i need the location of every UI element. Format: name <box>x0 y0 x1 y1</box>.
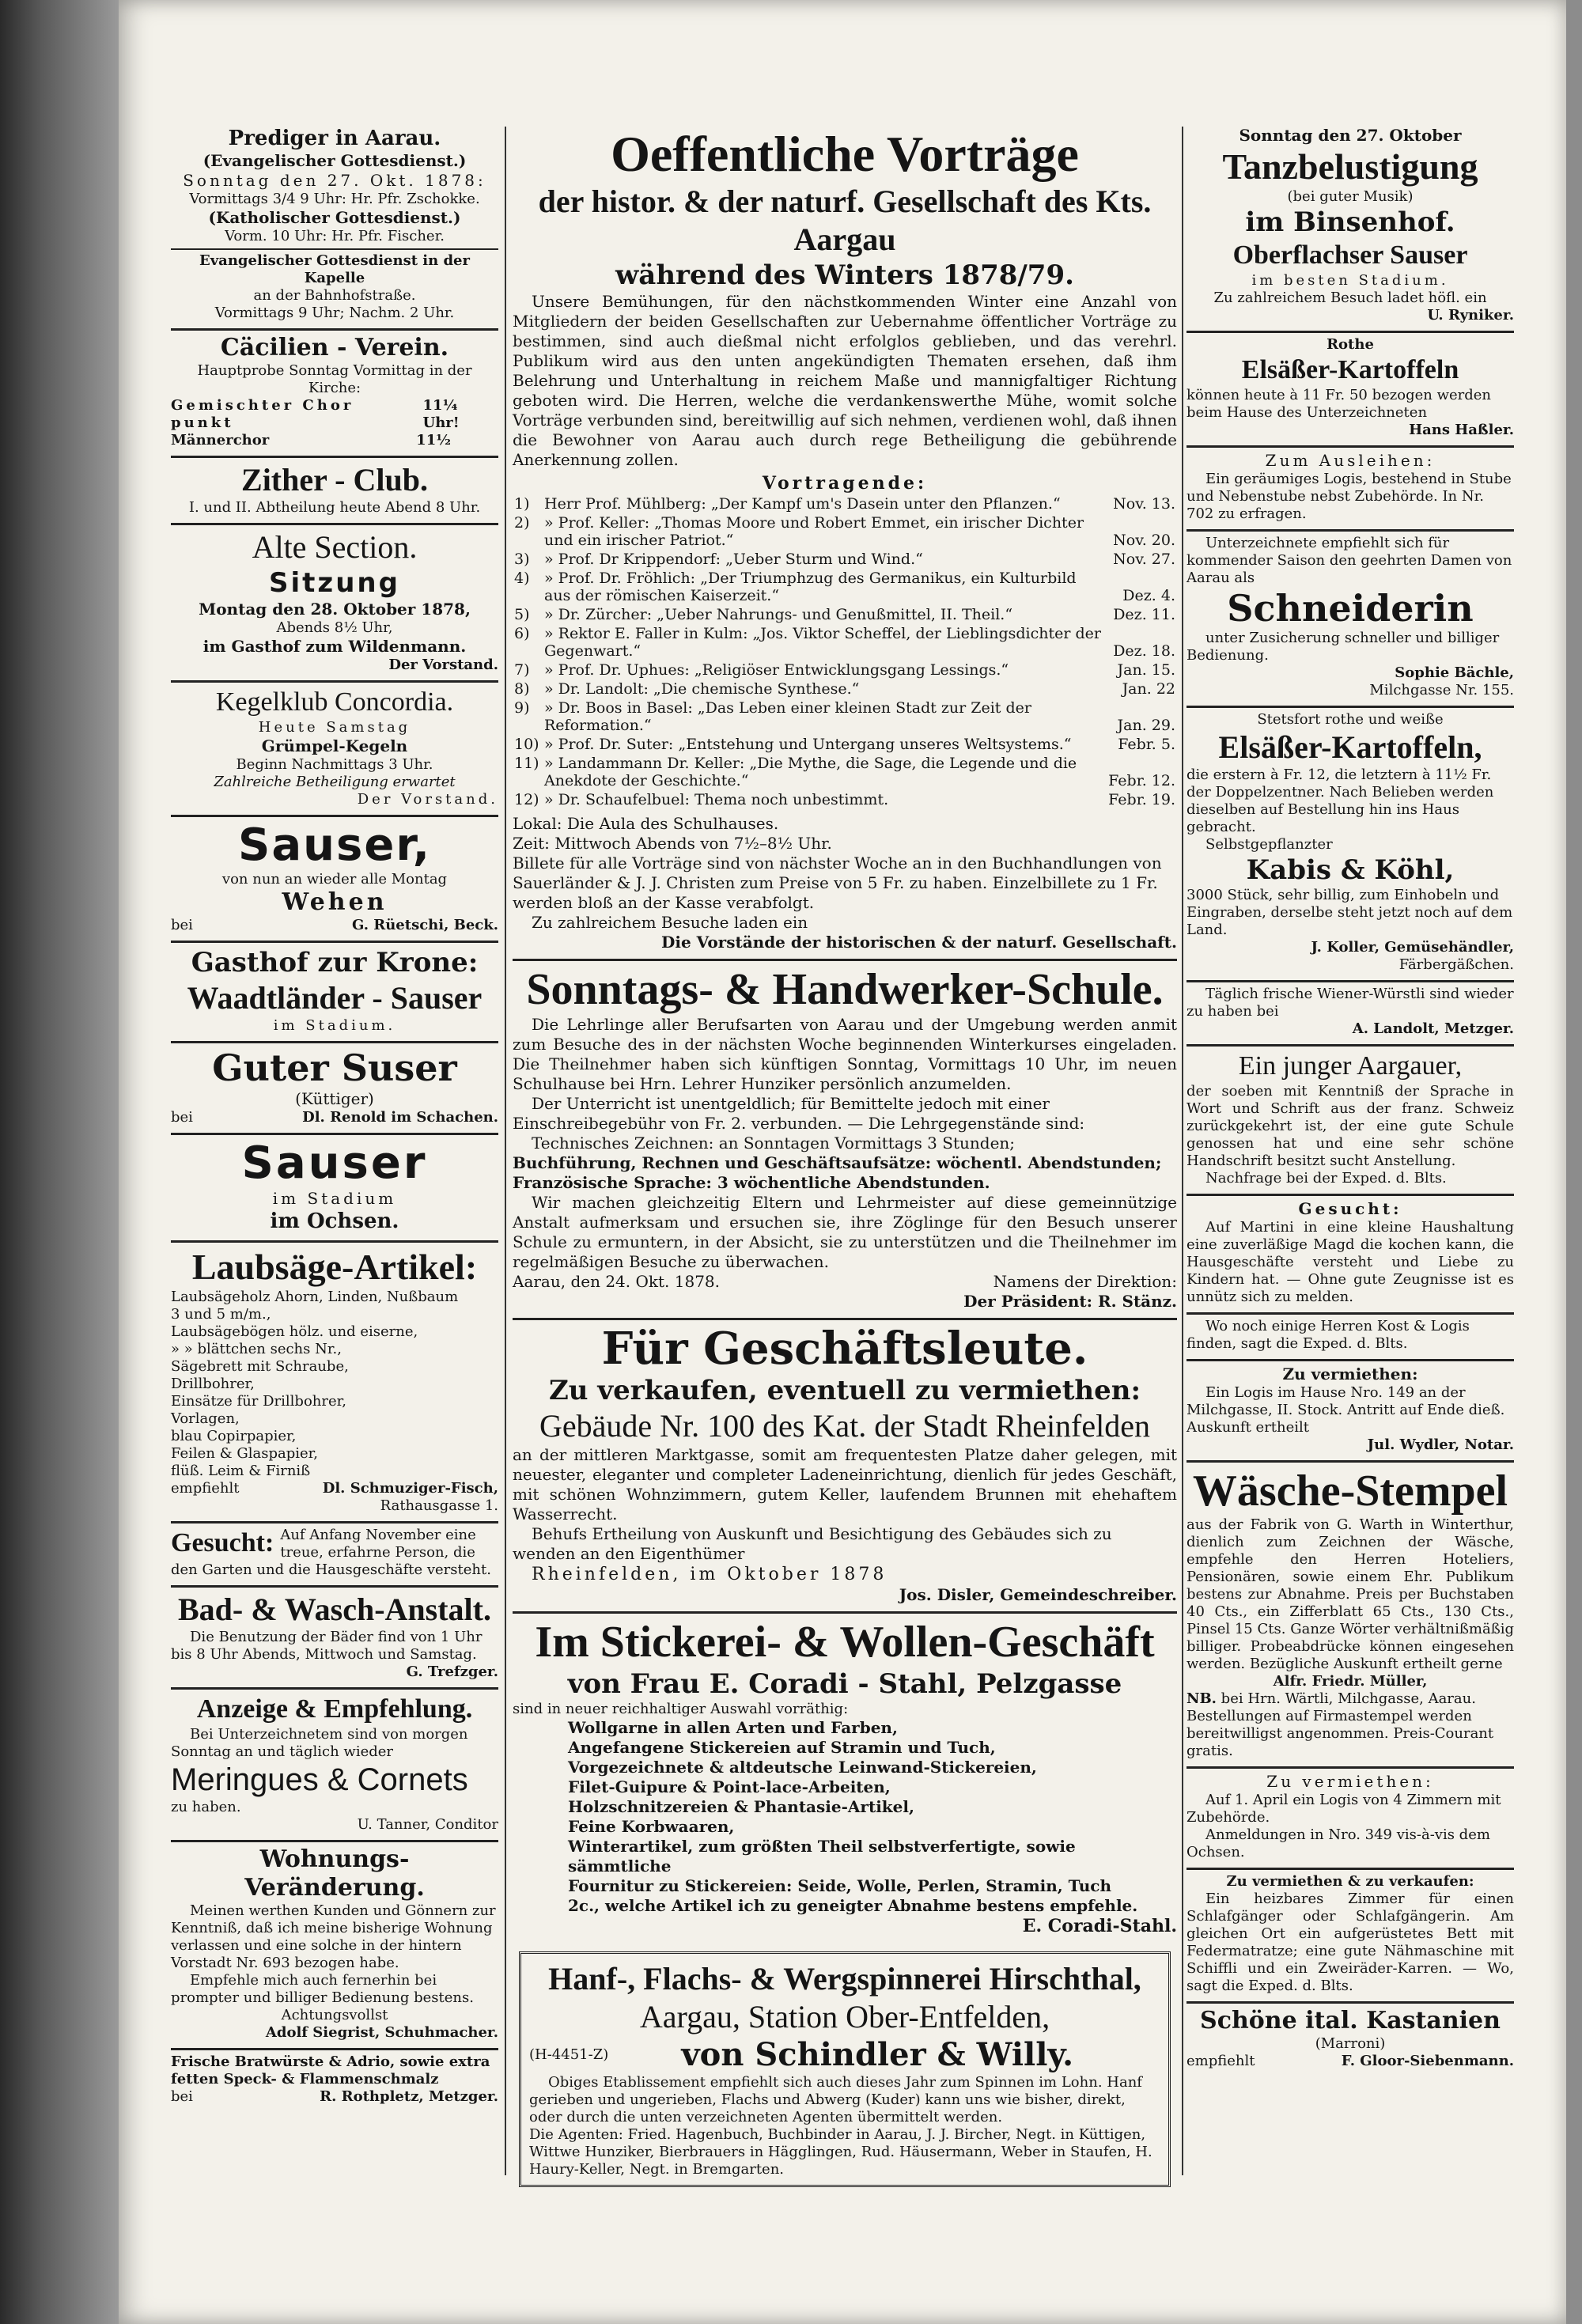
lecture-number: 4) <box>514 570 530 587</box>
text-line: Vormittags 3/4 9 Uhr: Hr. Pfr. Zschokke. <box>189 191 480 207</box>
text-line: Rheinfelden, im Oktober 1878 <box>532 1565 888 1584</box>
ad-guter-suser <box>171 1043 498 1135</box>
text-line: Der Unterricht ist unentgeldlich; für Bemittelte jedoch mit einer Einschreibegebühr von Fr. 2. verbunden. — Die Lehrgegenstände sind: <box>513 1094 1085 1133</box>
vortraege-intro: Unsere Bemühungen, für den nächstkommenden Winter eine Anzahl von Mitgliedern der beiden Gesellschaften zur Uebernahme öffentlicher Vorträge zu bestimmen, sind auch dießmal nicht erfolglos geblieben, und das verehrl. Publikum wird aus den unten angekündigten Thematen ersehen, daß ihm Belehrung und Unterhaltung in reichem Maße und mannigfaltiger Richtung geboten wird. Die Herren, welche die verdankenswerthe Mühe, womit solche Vorträge verbunden sind, bereitwillig auf sich nehmen, verdienen wohl, daß ihnen die Bewohner von Aarau auch durch rege Betheiligung die gebührende Anerkennung zollen. <box>513 292 1177 469</box>
ad-aargauer <box>1186 1047 1514 1196</box>
lecture-row <box>513 550 1177 569</box>
ausleihen-title: Zum Ausleihen: <box>1265 451 1436 470</box>
signature: U. Ryniker. <box>1427 307 1514 324</box>
lecture-number: 12) <box>514 791 539 808</box>
spinnerei-owners: von Schindler & Willy. <box>681 2036 1073 2073</box>
text-line: aus der Fabrik von G. Warth in Winterthur, dienlich zum Zeichnen der Wäsche, empfehle den Herren Hoteliers, Pensionären, sowie einem Ehr. Publikum bestens zur Abnahme. Preis per Buchstaben 40 Cts., ein Zifferblatt 65 Cts., 130 Cts., Pinsel 15 Cts. Ganze Wörter verhältnißmäßig billiger. Probeabdrücke können eingesehen werden. Bezügliche Auskunft ertheilt gerne <box>1186 1516 1514 1672</box>
text-line: Hauptprobe Sonntag Vormittag in der Kirche: <box>197 362 472 396</box>
text-line: Sonntag den 27. Okt. 1878: <box>183 171 486 190</box>
text-line: Empfehle mich auch fernerhin bei prompter und billiger Bedienung bestens. <box>171 1972 474 2006</box>
list-item: Filet-Guipure & Point-lace-Arbeiten, <box>568 1777 891 1796</box>
lecture-number: 9) <box>514 699 530 717</box>
kartoffeln-title: Elsäßer-Kartoffeln, <box>1218 729 1482 765</box>
ad-kost <box>1186 1315 1514 1361</box>
kartoffeln-title: Elsäßer-Kartoffeln <box>1241 355 1459 384</box>
ad-ausleihen <box>1186 448 1514 532</box>
ad-zither <box>171 458 498 525</box>
lecture-row <box>513 660 1177 679</box>
lecture-row <box>513 513 1177 550</box>
verkaufen-title: Zu vermiethen & zu verkaufen: <box>1226 1873 1474 1890</box>
text-line: bei <box>171 2088 193 2105</box>
ad-stickerei <box>513 1614 1177 1944</box>
text-line: im Gasthof zum Wildenmann. <box>202 637 467 656</box>
list-item: Winterartikel, zum größten Theil selbstverfertigte, sowie sämmtliche <box>568 1837 1076 1875</box>
text-line: Vormittags 9 Uhr; Nachm. 2 Uhr. <box>214 305 455 321</box>
text-line: Französische Sprache: 3 wöchentliche Abendstunden. <box>513 1173 990 1192</box>
ad-kegelklub <box>171 683 498 817</box>
lecture-number: 5) <box>514 606 530 623</box>
lecture-date: Febr. 12. <box>1108 772 1175 789</box>
text-line: können heute à 11 Fr. 50 bezogen werden beim Hause des Unterzeichneten <box>1186 387 1492 421</box>
text-line: Wo noch einige Herren Kost & Logis finden, sagt die Exped. d. Blts. <box>1186 1318 1470 1352</box>
ad-kartoffeln-2 <box>1186 708 1514 982</box>
ad-vermiethen-1 <box>1186 1361 1514 1463</box>
signature: G. Trefzger. <box>406 1664 498 1680</box>
kastanien-title: Schöne ital. Kastanien <box>1200 2007 1501 2034</box>
list-item: 3 und 5 m/m., <box>171 1306 271 1323</box>
zither-title: Zither - Club. <box>241 462 428 498</box>
lecture-date: Dez. 18. <box>1113 642 1175 660</box>
spinnerei-title: Hanf-, Flachs- & Wergspinnerei Hirschthal, <box>548 1961 1141 1997</box>
sitzung-heading: Sitzung <box>269 567 400 599</box>
text-line: Zeit: Mittwoch Abends von 7½–8½ Uhr. <box>513 834 832 853</box>
text-line: I. und II. Abtheilung heute Abend 8 Uhr. <box>188 499 481 516</box>
text-line: Gemischter Chor punkt <box>171 397 354 431</box>
lecture-number: 1) <box>514 495 530 513</box>
lecture-date: Jan. 22 <box>1122 680 1175 698</box>
signature: Adolf Siegrist, Schuhmacher. <box>265 2024 498 2041</box>
text-line: im Stadium. <box>273 1017 396 1034</box>
kabis-title: Kabis & Köhl, <box>1246 854 1455 886</box>
text-line: Die Lehrlinge aller Berufsarten von Aarau und der Umgebung werden anmit zum Besuche des in der nächsten Woche beginnenden Winterkurses eingeladen. Die Theilnehmer haben sich künftigen Sonntag, Vormittags 10 Uhr, im neuen Schulhause bei Hrn. Lehrer Hunziker persönlich anzumelden. <box>513 1015 1177 1093</box>
signature: G. Rüetschi, Beck. <box>352 917 498 933</box>
text-line: 3000 Stück, sehr billig, zum Einhobeln und Eingraben, derselbe steht jetzt noch auf dem Land. <box>1186 887 1513 938</box>
text-line: (bei guter Musik) <box>1287 188 1414 205</box>
schneiderin-title: Schneiderin <box>1227 587 1474 630</box>
text-line: Abends 8½ Uhr, <box>276 619 393 636</box>
list-item: Fournitur zu Stickereien: Seide, Wolle, Perlen, Stramin, Tuch <box>568 1876 1111 1895</box>
lecture-number: 7) <box>514 661 530 679</box>
text-line: Evangelischer Gottesdienst in der Kapelle <box>171 248 498 287</box>
ad-sauser-1 <box>171 817 498 943</box>
text-line: Frische Bratwürste & Adrio, sowie extra fetten Speck- & Flammenschmalz <box>171 2053 490 2087</box>
spinnerei-subtitle: Aargau, Station Ober-Entfelden, <box>639 1999 1050 2034</box>
text-line: im Binsenhof. <box>1245 206 1455 238</box>
signature: A. Landolt, Metzger. <box>1352 1020 1514 1037</box>
lecture-topic: » Dr. Zürcher: „Ueber Nahrungs- und Genußmittel, II. Theil.“ <box>544 606 1013 623</box>
list-item: » » blättchen sechs Nr., <box>171 1341 342 1357</box>
laubsaege-title: Laubsäge-Artikel: <box>191 1247 478 1287</box>
text-line: Auf Anfang November eine treue, erfahrne Person, die den Garten und die Hausgeschäfte versteht. <box>171 1527 491 1578</box>
signature: Jos. Disler, Gemeindeschreiber. <box>899 1585 1177 1604</box>
ad-verkaufen <box>1186 1870 1514 2004</box>
lecture-topic: » Prof. Dr Krippendorf: „Ueber Sturm und Wind.“ <box>544 551 923 568</box>
text-line: Billete für alle Vorträge sind von nächster Woche an in den Buchhandlungen von Sauerländer & J. J. Christen zum Preise von 5 Fr. zu haben. Einzelbillete zu 1 Fr. werden bloß an der Kasse verabfolgt. <box>513 854 1162 912</box>
lecture-date: Febr. 19. <box>1108 791 1175 808</box>
list-item: Vorgezeichnete & altdeutsche Leinwand-Stickereien, <box>568 1758 1037 1777</box>
anzeige-title: Anzeige & Empfehlung. <box>196 1694 473 1724</box>
ad-tanz <box>1186 123 1514 333</box>
text-line: Vorm. 10 Uhr: Hr. Pfr. Fischer. <box>225 228 445 244</box>
text-line: Wir machen gleichzeitig Eltern und Lehrmeister auf diese gemeinnützige Anstalt aufmerksam und ersuchen sie, ihre Zöglinge für den Besuch unserer Schule zu ermuntern, in der Absicht, sie zu unterstützen und die Theilnehmer im regelmäßigen Besuche zu überwachen. <box>513 1193 1177 1271</box>
list-item: Drillbohrer, <box>171 1376 255 1392</box>
sauser-title: Sauser, <box>238 819 431 871</box>
lecture-row <box>513 494 1177 513</box>
tanz-title: Tanzbelustigung <box>1222 146 1478 187</box>
text-line: Behufs Ertheilung von Auskunft und Besichtigung des Gebäudes sich zu wenden an den Eigenthümer <box>513 1524 1112 1563</box>
ad-laubsaege <box>171 1243 498 1523</box>
text-line: empfiehlt <box>1186 2053 1255 2069</box>
vermiethen-title: Zu vermiethen: <box>1282 1364 1418 1383</box>
ad-wienerli <box>1186 982 1514 1047</box>
ad-schneiderin <box>1186 532 1514 708</box>
text-line: Ein heizbares Zimmer für einen Schlafgänger oder Schlafgängerin. Am gleichen Ort ein aufgerüstetes Bett mit Federmatratze; eine gute Nähmaschine mit Schiffli und ein Zweiräder-Karren. — Wo, sagt die Exped. d. Blts. <box>1186 1891 1514 1994</box>
ad-schule <box>513 961 1177 1320</box>
waadtlaender-title: Waadtländer - Sauser <box>187 980 483 1016</box>
ad-anzeige <box>171 1690 498 1842</box>
text-line: von nun an wieder alle Montag <box>221 871 448 888</box>
prediger-title: Prediger in Aarau. <box>228 127 441 150</box>
text-line: an der Bahnhofstraße. <box>253 287 416 304</box>
signature: Der Präsident: R. Stänz. <box>963 1292 1177 1311</box>
lecture-date: Jan. 15. <box>1117 661 1175 679</box>
text-line: Lokal: Die Aula des Schulhauses. <box>513 814 779 833</box>
list-item: Angefangene Stickereien auf Stramin und Tuch, <box>568 1738 996 1757</box>
text-line: Beginn Nachmittags 3 Uhr. <box>236 756 433 773</box>
right-column <box>1186 123 1514 2076</box>
list-item: Holzschnitzereien & Phantasie-Artikel, <box>568 1797 914 1816</box>
signature: E. Coradi-Stahl. <box>1022 1916 1177 1936</box>
text-line: zu haben. <box>171 1799 241 1815</box>
list-item: 2c., welche Artikel ich zu geneigter Abnahme bestens empfehle. <box>568 1896 1138 1915</box>
stickerei-subtitle: von Frau E. Coradi - Stahl, Pelzgasse <box>567 1668 1122 1700</box>
lecture-table <box>513 494 1177 809</box>
left-column <box>171 123 498 2112</box>
text-line: Zu zahlreichem Besuche laden ein <box>532 913 808 932</box>
text-line: bei Hrn. Wärtli, Milchgasse, Aarau. Bestellungen auf Firmastempel werden bereitwilligst angenommen. Preis-Courant gratis. <box>1186 1690 1494 1759</box>
lecture-number: 6) <box>514 625 530 642</box>
lecture-number: 10) <box>514 736 539 753</box>
lecture-date: Dez. 4. <box>1122 587 1175 604</box>
lecture-topic: Herr Prof. Mühlberg: „Der Kampf um's Dasein unter den Pflanzen.“ <box>544 495 1061 513</box>
text-line: (Evangelischer Gottesdienst.) <box>202 151 467 170</box>
text-line: Achtungsvollst <box>281 2007 388 2023</box>
lecture-number: 2) <box>514 514 530 532</box>
oberflachser-title: Oberflachser Sauser <box>1232 240 1468 270</box>
lecture-row <box>513 790 1177 809</box>
text-line: Auf Martini in eine kleine Haushaltung eine zuverläßige Magd die kochen kann, die Hausgeschäfte versteht und Liebe zu Kindern hat. — Ohne gute Zeugnisse ist es unnütz sich zu melden. <box>1186 1219 1514 1305</box>
text-line: Ein geräumiges Logis, bestehend in Stube und Nebenstube nebst Zubehörde. In Nr. 702 zu erfragen. <box>1186 471 1512 522</box>
text-line: im Stadium <box>272 1189 397 1208</box>
ad-sauser-2 <box>171 1135 498 1243</box>
text-line: Sonntag den 27. Oktober <box>1239 126 1462 145</box>
gesucht-title: Gesucht: <box>171 1528 274 1558</box>
ad-bad <box>171 1588 498 1690</box>
list-item: Wollgarne in allen Arten und Farben, <box>568 1718 898 1737</box>
stickerei-title: Im Stickerei- & Wollen-Geschäft <box>535 1618 1155 1667</box>
text-line: Zahlreiche Betheiligung erwartet <box>214 774 456 790</box>
sauser-title: Sauser <box>241 1137 428 1189</box>
lecture-date: Dez. 11. <box>1113 606 1175 623</box>
text-line: Färbergäßchen. <box>1398 956 1514 973</box>
list-item: flüß. Leim & Firniß <box>171 1463 311 1479</box>
text-line: im besten Stadium. <box>1251 272 1449 289</box>
lecture-date: Nov. 27. <box>1113 551 1175 568</box>
text-line: Rathausgasse 1. <box>380 1497 498 1514</box>
text-line: Die Agenten: Fried. Hagenbuch, Buchbinder in Aarau, J. J. Bircher, Negt. in Küttigen, Wittwe Hunziker, Bierbrauers in Hägglingen, Rud. Häusermann, Weber in Staufen, H. Haury-Keller, Negt. in Bremgarten. <box>529 2126 1152 2178</box>
alte-section-title: Alte Section. <box>252 529 418 565</box>
lecture-number: 11) <box>514 755 539 772</box>
list-item: Laubsägebögen hölz. und eiserne, <box>171 1323 418 1340</box>
signature: Alfr. Friedr. Müller, <box>1273 1673 1428 1690</box>
ad-bratwurst <box>171 2050 498 2112</box>
lecture-topic: » Dr. Landolt: „Die chemische Synthese.“ <box>544 680 860 698</box>
vortraege-subtitle-2: während des Winters 1878/79. <box>615 259 1074 291</box>
vortragende-heading: Vortragende: <box>762 473 928 494</box>
text-line: Grümpel-Kegeln <box>261 736 408 755</box>
krone-title: Gasthof zur Krone: <box>191 947 479 978</box>
vermiethen-title: Zu vermiethen: <box>1266 1772 1434 1791</box>
text-line: Anmeldungen in Nro. 349 vis-à-vis dem Ochsen. <box>1186 1826 1490 1860</box>
list-item: Vorlagen, <box>171 1410 240 1427</box>
text-line: Auf 1. April ein Logis von 4 Zimmern mit Zubehörde. <box>1186 1792 1501 1826</box>
signature: Der Vorstand. <box>357 791 498 808</box>
text-line: unter Zusicherung schneller und billiger Bedienung. <box>1186 630 1500 664</box>
text-line: Ein Logis im Hause Nro. 149 an der Milchgasse, II. Stock. Antritt auf Ende dieß. Auskunft ertheilt <box>1186 1384 1505 1436</box>
aargauer-title: Ein junger Aargauer, <box>1238 1051 1463 1081</box>
text-line: Die Benutzung der Bäder find von 1 Uhr bis 8 Uhr Abends, Mittwoch und Samstag. <box>171 1629 483 1663</box>
text-line: bei <box>171 1109 193 1126</box>
signature: Jul. Wydler, Notar. <box>1367 1436 1514 1453</box>
text-line: (Katholischer Gottesdienst.) <box>208 208 461 227</box>
text-line: (Marroni) <box>1315 2035 1386 2052</box>
lecture-row <box>513 569 1177 605</box>
list-item: Sägebrett mit Schraube, <box>171 1358 349 1375</box>
text-line: Aarau, den 24. Okt. 1878. <box>513 1272 721 1291</box>
text-line: Selbstgepflanzter <box>1205 836 1333 853</box>
text-line: Rothe <box>1327 336 1374 353</box>
signature: Dl. Renold im Schachen. <box>302 1109 498 1126</box>
stickerei-list <box>513 1718 1177 1916</box>
column-rule <box>1182 127 1183 2175</box>
text-line: Milchgasse Nr. 155. <box>1369 682 1514 698</box>
lecture-date: Febr. 5. <box>1118 736 1175 753</box>
text-line: (Küttiger) <box>295 1089 374 1108</box>
book-binding <box>0 0 119 2324</box>
ad-krone <box>171 943 498 1043</box>
gesucht-title: Gesucht: <box>1298 1199 1402 1218</box>
lecture-topic: » Dr. Boos in Basel: „Das Leben einer kleinen Stadt zur Zeit der Reformation.“ <box>544 699 1031 734</box>
lecture-topic: » Prof. Dr. Suter: „Entstehung und Untergang unseres Weltsystems.“ <box>544 736 1072 753</box>
lecture-row <box>513 624 1177 660</box>
text-line: der soeben mit Kenntniß der Sprache in Wort und Schrift aus der franz. Schweiz zurückgekehrt ist, der eine gute Schule genossen hat und eine sehr schöne Handschrift besitzt sucht Anstellung. <box>1186 1083 1514 1169</box>
lecture-date: Jan. 29. <box>1117 717 1175 734</box>
text-line: 11¼ Uhr! <box>422 397 460 431</box>
kegelklub-title: Kegelklub Concordia. <box>215 687 454 717</box>
text-line: Wehen <box>282 888 388 916</box>
ad-prediger <box>171 123 498 331</box>
list-item: Feine Korbwaaren, <box>568 1817 735 1836</box>
ad-kastanien <box>1186 2004 1514 2076</box>
lecture-date: Nov. 13. <box>1113 495 1175 513</box>
lecture-row <box>513 698 1177 735</box>
lecture-row <box>513 754 1177 790</box>
lecture-date: Nov. 20. <box>1113 532 1175 549</box>
ad-waesche <box>1186 1463 1514 1769</box>
ad-vortraege <box>513 123 1177 961</box>
geschaeft-subtitle-2: Gebäude Nr. 100 des Kat. der Stadt Rheinfelden <box>539 1408 1150 1444</box>
lecture-number: 3) <box>514 551 530 568</box>
signature: Dl. Schmuziger-Fisch, <box>322 1480 498 1497</box>
ad-geschaeft <box>513 1320 1177 1614</box>
signature: J. Koller, Gemüsehändler, <box>1311 939 1514 956</box>
text-line: Täglich frische Wiener-Würstli sind wieder zu haben bei <box>1186 986 1514 1020</box>
text-line: bei <box>171 917 193 933</box>
lecture-row <box>513 735 1177 754</box>
lecture-number: 8) <box>514 680 530 698</box>
text-line: Bei Unterzeichnetem sind von morgen Sonntag an und täglich wieder <box>171 1726 468 1760</box>
waesche-title: Wäsche-Stempel <box>1192 1467 1508 1516</box>
text-line: Obiges Etablissement empfiehlt sich auch dieses Jahr zum Spinnen im Lohn. Hanf gerieben und ungerieben, Flachs und Abwerg (Kuder) kann uns wie bisher, direkt, oder durch die unten verzeichneten Agenten übermittelt werden. <box>529 2074 1142 2125</box>
text-line: Nachfrage bei der Exped. d. Blts. <box>1205 1170 1447 1187</box>
ad-gesucht-left <box>171 1523 498 1588</box>
text-line: Meinen werthen Kunden und Gönnern zur Kenntniß, daß ich meine bisherige Wohnung verlassen und eine solche in der hintern Vorstadt Nr. 693 bezogen habe. <box>171 1902 496 1971</box>
list-item: Einsätze für Drillbohrer, <box>171 1393 346 1410</box>
ad-alte-section <box>171 525 498 683</box>
list-item: blau Copirpapier, <box>171 1428 297 1444</box>
lecture-topic: » Prof. Dr. Fröhlich: „Der Triumphzug des Germanikus, ein Kulturbild aus der römischen Kaiserzeit.“ <box>544 570 1077 604</box>
list-item: Laubsägeholz Ahorn, Linden, Nußbaum <box>171 1289 459 1305</box>
meringues-title: Meringues & Cornets <box>171 1762 468 1797</box>
text-line: Zu zahlreichem Besuch ladet höfl. ein <box>1213 290 1487 306</box>
text-line: an der mittleren Marktgasse, somit am frequentesten Platze daher gelegen, mit neuester, eleganter und completer Ladeneinrichtung, dienlich für jedes Geschäft, mit schönen Wohnzimmern, gutem Keller, laufendem Brunnen mit ehehaftem Wasserrecht. <box>513 1445 1177 1523</box>
text-line: 11½ <box>416 432 451 449</box>
signature: Die Vorstände der historischen & der naturf. Gesellschaft. <box>661 933 1177 952</box>
signature: Hans Haßler. <box>1409 422 1514 438</box>
caecilien-title: Cäcilien - Verein. <box>220 334 449 361</box>
guter-suser-title: Guter Suser <box>212 1047 457 1089</box>
text-line: Männerchor <box>171 432 270 449</box>
middle-column <box>513 123 1177 2187</box>
signature: F. Gloor-Siebenmann. <box>1341 2053 1514 2069</box>
text-line: empfiehlt <box>171 1480 240 1497</box>
lecture-topic: » Dr. Schaufelbuel: Thema noch unbestimmt. <box>544 791 889 808</box>
text-line: im Ochsen. <box>270 1209 399 1233</box>
text-line: (H-4451-Z) <box>529 2046 609 2063</box>
geschaeft-title: Für Geschäftsleute. <box>601 1323 1088 1375</box>
vortraege-subtitle: der histor. & der naturf. Gesellschaft des Kts. Aargau <box>538 184 1152 257</box>
lecture-topic: » Prof. Dr. Uphues: „Religiöser Entwicklungsgang Lessings.“ <box>544 661 1009 679</box>
ad-vermiethen-2 <box>1186 1769 1514 1870</box>
bad-title: Bad- & Wasch-Anstalt. <box>178 1592 491 1627</box>
geschaeft-subtitle: Zu verkaufen, eventuell zu vermiethen: <box>548 1375 1141 1406</box>
text-line: Unterzeichnete empfiehlt sich für kommender Saison den geehrten Damen von Aarau als <box>1186 535 1512 586</box>
text-line: Buchführung, Rechnen und Geschäftsaufsätze: wöchentl. Abendstunden; <box>513 1153 1162 1172</box>
text-line: Stetsfort rothe und weiße <box>1257 711 1444 728</box>
lecture-topic: » Rektor E. Faller in Kulm: „Jos. Viktor Scheffel, der Lieblingsdichter der Gegenwart.“ <box>544 625 1101 660</box>
wohnung-title: Wohnungs-Veränderung. <box>244 1845 425 1902</box>
signature: Sophie Bächle, <box>1395 664 1514 681</box>
ad-wohnung <box>171 1842 498 2050</box>
column-rule <box>505 127 506 2175</box>
lecture-row <box>513 679 1177 698</box>
laubsaege-list <box>171 1289 498 1480</box>
text-line: Namens der Direktion: <box>993 1272 1177 1291</box>
text-line: Heute Samstag <box>258 719 411 736</box>
signature: Der Vorstand. <box>388 657 498 673</box>
text-line: sind in neuer reichhaltiger Auswahl vorräthig: <box>513 1701 849 1717</box>
ad-gesucht-right <box>1186 1196 1514 1315</box>
ad-spinnerei <box>519 1951 1171 2187</box>
lecture-topic: » Prof. Keller: „Thomas Moore und Robert Emmet, ein irischer Dichter und ein irischer Patriot.“ <box>544 514 1084 549</box>
text-line: Montag den 28. Oktober 1878, <box>199 600 471 619</box>
ad-kartoffeln-1 <box>1186 333 1514 448</box>
vortraege-title: Oeffentliche Vorträge <box>611 126 1079 182</box>
signature: R. Rothpletz, Metzger. <box>320 2088 498 2105</box>
text-line: die erstern à Fr. 12, die letztern à 11½ Fr. der Doppelzentner. Nach Belieben werden dieselben auf Bestellung hin ins Haus gebracht. <box>1186 766 1494 835</box>
signature: U. Tanner, Conditor <box>357 1816 498 1833</box>
lecture-topic: » Landammann Dr. Keller: „Die Mythe, die Sage, die Legende und die Anekdote der Geschichte.“ <box>544 755 1077 789</box>
text-line: Technisches Zeichnen: an Sonntagen Vormittags 3 Stunden; <box>532 1134 1016 1153</box>
ad-caecilien <box>171 331 498 458</box>
lecture-row <box>513 605 1177 624</box>
list-item: Feilen & Glaspapier, <box>171 1445 319 1462</box>
schule-title: Sonntags- & Handwerker-Schule. <box>526 965 1164 1014</box>
nb-label: NB. <box>1186 1690 1217 1707</box>
